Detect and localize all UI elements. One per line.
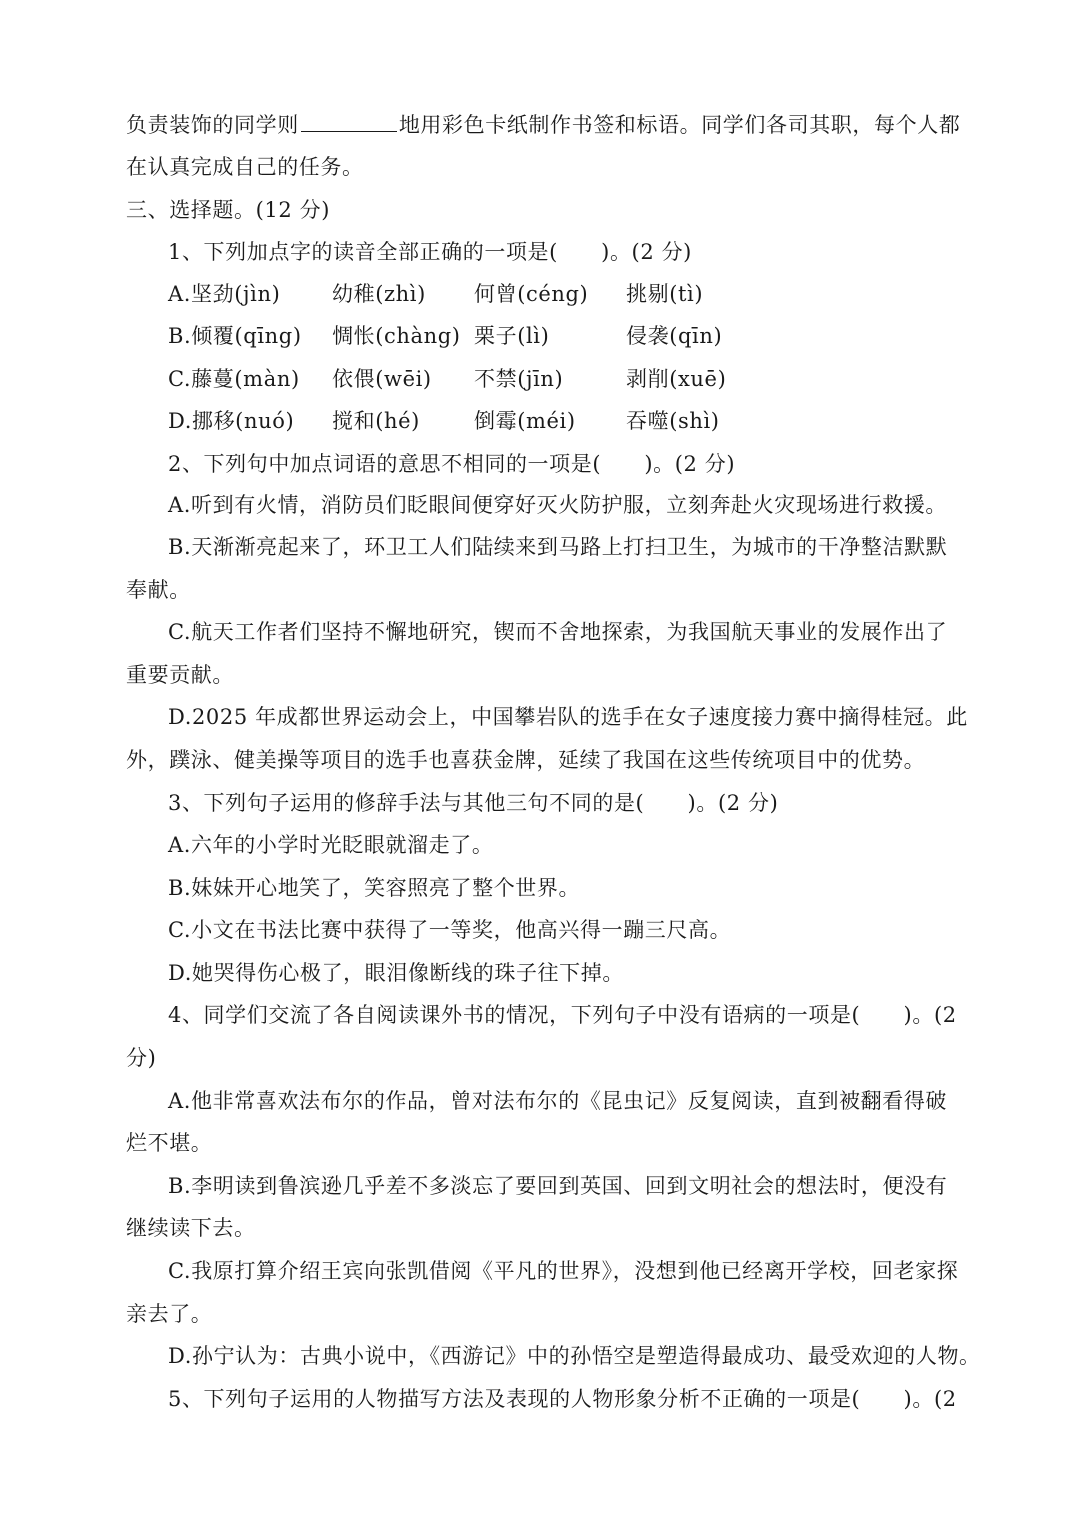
fill-in-blank[interactable]: [301, 111, 397, 132]
q2-option-a: A.听到有火情，消防员们眨眼间便穿好灭火防护服，立刻奔赴火灾现场进行救援。: [168, 493, 948, 517]
intro-text-after-blank: 地用彩色卡纸制作书签和标语。同学们各司其职，每个人都: [398, 113, 961, 137]
q4-option-c-line-1: C.我原打算介绍王宾向张凯借阅《平凡的世界》，没想到他已经离开学校，回老家探: [168, 1259, 959, 1283]
q3-option-d: D.她哭得伤心极了，眼泪像断线的珠子往下掉。: [168, 961, 624, 985]
q2-stem: 2、下列句中加点词语的意思不相同的一项是( )。(2 分): [168, 452, 736, 476]
intro-line-1: [126, 111, 960, 139]
q1-option-d-3: 倒霉(méi): [474, 409, 576, 433]
q1-option-d-2: 搅和(hé): [332, 409, 420, 433]
q1-option-b-2: 惆怅(chàng): [332, 324, 461, 348]
q4-stem-line-1: 4、同学们交流了各自阅读课外书的情况，下列句子中没有语病的一项是( )。(2: [168, 1003, 957, 1027]
q2-option-c-line-1: C.航天工作者们坚持不懈地研究，锲而不舍地探索，为我国航天事业的发展作出了: [168, 620, 948, 644]
intro-text-before-blank: 负责装饰的同学则: [126, 113, 299, 137]
q4-option-d: D.孙宁认为：古典小说中，《西游记》中的孙悟空是塑造得最成功、最受欢迎的人物。: [168, 1344, 981, 1368]
q1-stem: 1、下列加点字的读音全部正确的一项是( )。(2 分): [168, 240, 692, 264]
q3-option-b: B.妹妹开心地笑了，笑容照亮了整个世界。: [168, 876, 581, 900]
q3-option-c: C.小文在书法比赛中获得了一等奖，他高兴得一蹦三尺高。: [168, 918, 732, 942]
q2-option-b-line-1: B.天渐渐亮起来了，环卫工人们陆续来到马路上打扫卫生，为城市的干净整洁默默: [168, 535, 948, 559]
q1-option-d-1: D.挪移(nuó): [168, 409, 295, 433]
q2-option-d-line-1: D.2025 年成都世界运动会上，中国攀岩队的选手在女子速度接力赛中摘得桂冠。此: [168, 705, 968, 729]
q1-option-c-2: 依偎(wēi): [332, 367, 432, 391]
q2-option-c-line-2: 重要贡献。: [126, 663, 234, 687]
intro-line-2: 在认真完成自己的任务。: [126, 155, 364, 179]
q3-option-a: A.六年的小学时光眨眼就溜走了。: [168, 833, 494, 857]
q3-stem: 3、下列句子运用的修辞手法与其他三句不同的是( )。(2 分): [168, 791, 779, 815]
q4-option-a-line-1: A.他非常喜欢法布尔的作品，曾对法布尔的《昆虫记》反复阅读，直到被翻看得破: [168, 1089, 948, 1113]
q4-option-b-line-1: B.李明读到鲁滨逊几乎差不多淡忘了要回到英国、回到文明社会的想法时，便没有: [168, 1174, 948, 1198]
q1-option-b-3: 栗子(lì): [474, 324, 550, 348]
q1-option-a-4: 挑剔(tì): [626, 282, 704, 306]
section-heading: 三、选择题。(12 分): [126, 198, 330, 222]
q1-option-a-1: A.坚劲(jìn): [168, 282, 281, 306]
q4-option-b-line-2: 继续读下去。: [126, 1216, 256, 1240]
q4-stem-line-2: 分): [126, 1046, 157, 1070]
q4-option-a-line-2: 烂不堪。: [126, 1131, 213, 1155]
q2-option-d-line-2: 外，蹼泳、健美操等项目的选手也喜获金牌，延续了我国在这些传统项目中的优势。: [126, 748, 926, 772]
q1-option-b-1: B.倾覆(qīng): [168, 324, 302, 348]
q2-option-b-line-2: 奉献。: [126, 578, 191, 602]
q4-option-c-line-2: 亲去了。: [126, 1302, 213, 1326]
q1-option-b-4: 侵袭(qīn): [626, 324, 723, 348]
q1-option-c-4: 剥削(xuē): [626, 367, 727, 391]
q1-option-a-2: 幼稚(zhì): [332, 282, 426, 306]
q1-option-d-4: 吞噬(shì): [626, 409, 720, 433]
q1-option-c-1: C.藤蔓(màn): [168, 367, 300, 391]
q5-stem: 5、下列句子运用的人物描写方法及表现的人物形象分析不正确的一项是( )。(2: [168, 1387, 957, 1411]
q1-option-c-3: 不禁(jīn): [474, 367, 564, 391]
q1-option-a-3: 何曾(céng): [474, 282, 589, 306]
